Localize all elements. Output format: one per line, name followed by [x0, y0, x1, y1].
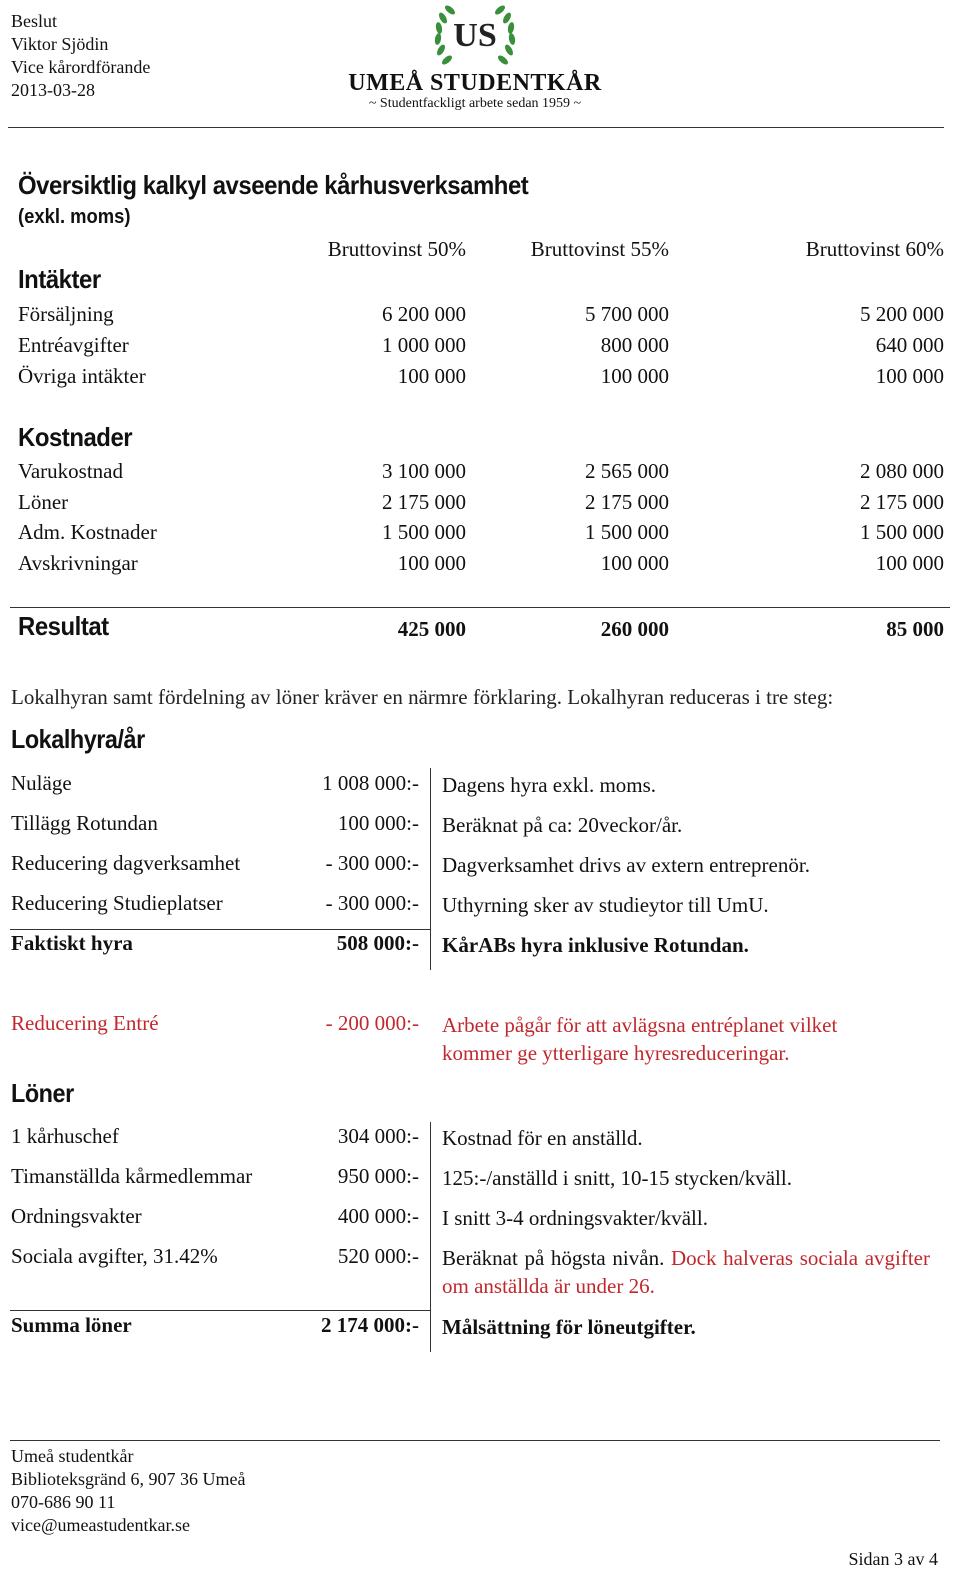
row-value: 100 000: [875, 551, 944, 575]
row-label: Timanställda kårmedlemmar: [11, 1164, 253, 1188]
row-label: Sociala avgifter, 31.42%: [11, 1244, 218, 1268]
table-row: [18, 490, 944, 520]
result-value: 260 000: [600, 617, 669, 641]
row-label: Nuläge: [11, 771, 72, 795]
org-tagline: ~ Studentfackligt arbete sedan 1959 ~: [368, 96, 582, 111]
footer-org: Umeå studentkår: [11, 1446, 134, 1466]
row-desc: [442, 1244, 930, 1300]
row-label: Faktiskt hyra: [11, 931, 133, 955]
row-value: 1 000 000: [382, 333, 466, 357]
column-header: Bruttovinst 60%: [805, 237, 944, 261]
footer-contact: [11, 1445, 245, 1537]
row-value: 100 000:-: [337, 811, 419, 835]
row-label: Avskrivningar: [18, 551, 138, 575]
row-value: 1 500 000: [585, 520, 669, 544]
row-value: - 200 000:-: [325, 1011, 419, 1035]
result-row: [18, 617, 944, 647]
row-desc: Kostnad för en anställd.: [442, 1126, 643, 1150]
table-row: [18, 302, 944, 332]
row-value: 100 000: [600, 364, 669, 388]
row-value: 100 000: [600, 551, 669, 575]
result-value: 85 000: [886, 617, 944, 641]
doc-date: 2013-03-28: [11, 80, 95, 100]
row-label: Övriga intäkter: [18, 364, 146, 388]
row-value: 508 000:-: [336, 931, 419, 955]
row-value: - 300 000:-: [325, 851, 419, 875]
social-desc-black: Beräknat på högsta nivån.: [442, 1246, 665, 1270]
table-row: [18, 459, 944, 489]
row-desc: Målsättning för löneutgifter.: [442, 1315, 696, 1339]
row-desc: Arbete pågår för att avlägsna entréplanet vilket kommer ge ytterligare hyresreduceringar.: [442, 1013, 838, 1065]
row-desc: Dagens hyra exkl. moms.: [442, 773, 657, 797]
row-value: 2 175 000: [382, 490, 466, 514]
row-desc: I snitt 3-4 ordningsvakter/kväll.: [442, 1206, 708, 1230]
row-value: 5 700 000: [585, 302, 669, 326]
row-value: 2 080 000: [860, 459, 944, 483]
row-desc: Uthyrning sker av studieytor till UmU.: [442, 893, 769, 917]
calc-column-headers: [18, 237, 944, 267]
laurel-logo-icon: [427, 0, 523, 72]
row-label: Reducering Entré: [11, 1011, 159, 1035]
table-row: [18, 364, 944, 394]
row-desc: KårABs hyra inklusive Rotundan.: [442, 933, 749, 957]
cost-heading: Kostnader: [18, 422, 133, 452]
row-label: Varukostnad: [18, 459, 123, 483]
row-label: Ordningsvakter: [11, 1204, 142, 1228]
calc-subtitle: (exkl. moms): [18, 206, 131, 228]
footer-email: vice@umeastudentkar.se: [11, 1515, 191, 1535]
row-value: 640 000: [875, 333, 944, 357]
table-row: [18, 520, 944, 550]
row-value: 1 500 000: [382, 520, 466, 544]
row-value: 520 000:-: [337, 1244, 419, 1268]
row-value: 304 000:-: [337, 1124, 419, 1148]
row-label: Löner: [18, 490, 69, 514]
row-value: 100 000: [397, 364, 466, 388]
row-label: Adm. Kostnader: [18, 520, 157, 544]
row-value: 100 000: [397, 551, 466, 575]
author-name: Viktor Sjödin: [11, 34, 109, 54]
income-heading: Intäkter: [18, 264, 101, 294]
row-desc: Dagverksamhet drivs av extern entreprenör.: [442, 853, 810, 877]
row-label: Tillägg Rotundan: [11, 811, 158, 835]
row-desc: Beräknat på ca: 20veckor/år.: [442, 813, 683, 837]
wages-heading: Löner: [11, 1078, 74, 1108]
result-divider: [10, 607, 950, 608]
row-desc: 125:-/anställd i snitt, 10-15 stycken/kväll.: [442, 1166, 792, 1190]
header-divider: [8, 127, 944, 128]
footer-address: Biblioteksgränd 6, 907 36 Umeå: [11, 1469, 246, 1489]
page-number: Sidan 3 av 4: [848, 1549, 938, 1569]
row-value: 950 000:-: [337, 1164, 419, 1188]
row-label: 1 kårhuschef: [11, 1124, 119, 1148]
doc-type: Beslut: [11, 11, 58, 31]
intro-text: Lokalhyran samt fördelning av löner kräver en närmre förklaring. Lokalhyran reduceras i tre steg:: [11, 685, 834, 709]
row-value: 1 008 000:-: [322, 771, 419, 795]
calc-title: Översiktlig kalkyl avseende kårhusverksamhet: [18, 170, 529, 200]
org-name: UMEÅ STUDENTKÅR: [348, 70, 602, 96]
logo-letters: US: [453, 17, 497, 54]
row-value: 1 500 000: [860, 520, 944, 544]
table-row: [18, 551, 944, 581]
row-label: Reducering Studieplatser: [11, 891, 223, 915]
result-label: Resultat: [18, 611, 109, 641]
row-value: 2 565 000: [585, 459, 669, 483]
author-role: Vice kårordförande: [11, 57, 151, 77]
row-value: 5 200 000: [860, 302, 944, 326]
wages-total-divider: [10, 1310, 430, 1311]
table-row: [18, 333, 944, 363]
result-value: 425 000: [397, 617, 466, 641]
row-label: Reducering dagverksamhet: [11, 851, 241, 875]
column-header: Bruttovinst 55%: [530, 237, 669, 261]
rent-column-divider: [430, 768, 431, 970]
row-label: Entréavgifter: [18, 333, 129, 357]
row-value: - 300 000:-: [325, 891, 419, 915]
org-logo: [340, 0, 610, 120]
footer-phone: 070-686 90 11: [11, 1492, 116, 1512]
row-label: Försäljning: [18, 302, 114, 326]
wages-column-divider: [430, 1122, 431, 1352]
row-value: 400 000:-: [337, 1204, 419, 1228]
footer-divider: [10, 1440, 940, 1441]
social-desc-red: Dock halveras sociala avgifter om anställda är under 26.: [442, 1246, 930, 1298]
row-value: 800 000: [600, 333, 669, 357]
row-value: 2 174 000:-: [321, 1313, 419, 1337]
row-value: 2 175 000: [585, 490, 669, 514]
row-value: 3 100 000: [382, 459, 466, 483]
row-value: 6 200 000: [382, 302, 466, 326]
rent-total-divider: [10, 929, 430, 930]
column-header: Bruttovinst 50%: [327, 237, 466, 261]
header-meta: [11, 10, 150, 102]
rent-heading: Lokalhyra/år: [11, 724, 145, 754]
row-value: 100 000: [875, 364, 944, 388]
row-value: 2 175 000: [860, 490, 944, 514]
row-label: Summa löner: [11, 1313, 132, 1337]
